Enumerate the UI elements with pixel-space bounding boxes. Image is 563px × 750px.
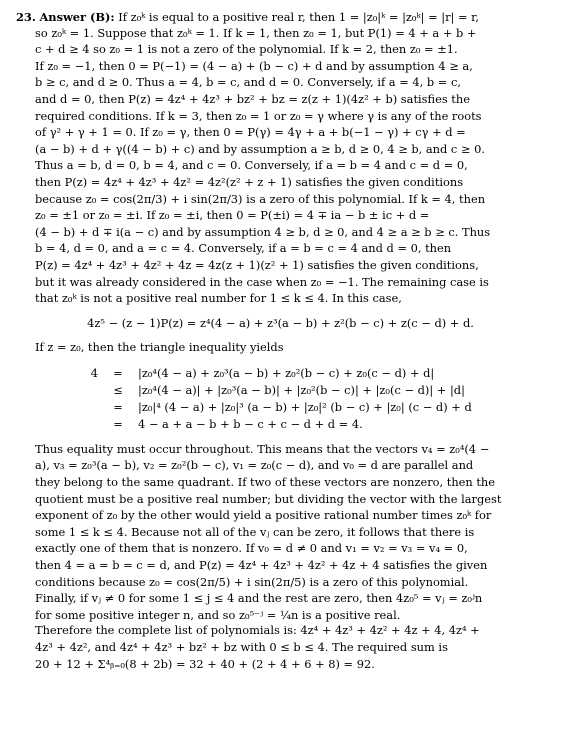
equation-lhs: 4: [90, 365, 98, 380]
text-line: of γ² + γ + 1 = 0. If z₀ = γ, then 0 = P(γ) = 4γ + a + b(−1 − γ) + cγ + d =: [35, 125, 466, 140]
text-line: exponent of z₀ by the other would yield a positive rational number times z₀ᵏ for: [35, 508, 492, 523]
paragraph-equality: [16, 442, 545, 624]
aligned-equation-row: [76, 383, 545, 400]
equation-relation: ≤: [113, 382, 123, 397]
text-line: If z₀ = −1, then 0 = P(−1) = (4 − a) + (b − c) + d and by assumption 4 ≥ a,: [35, 58, 473, 73]
equation-rhs: |z₀⁴(4 − a) + z₀³(a − b) + z₀²(b − c) + z₀(c − d) + d|: [138, 365, 435, 380]
answer-label: Answer (B):: [39, 10, 115, 24]
text-line: b = 4, d = 0, and a = c = 4. Conversely, if a = b = c = 4 and d = 0, then: [35, 241, 452, 256]
text-line: (a − b) + d + γ((4 − b) + c) and by assumption a ≥ b, d ≥ 0, 4 ≥ b, and c ≥ 0.: [35, 141, 485, 156]
equation-relation: =: [113, 365, 123, 380]
paragraph-intro: [16, 10, 545, 307]
text-line: b ≥ c, and d ≥ 0. Thus a = 4, b = c, and d = 0. Conversely, if a = 4, b = c,: [35, 75, 461, 90]
aligned-equation-row: [76, 417, 545, 434]
equation-rhs: |z₀|⁴ (4 − a) + |z₀|³ (a − b) + |z₀|² (b − c) + |z₀| (c − d) + d: [138, 399, 472, 414]
aligned-equation-row: [76, 366, 545, 383]
text-line: a), v₃ = z₀³(a − b), v₂ = z₀²(b − c), v₁ = z₀(c − d), and v₀ = d are parallel and: [35, 458, 474, 473]
aligned-equations: [16, 366, 545, 434]
text-line: Therefore the complete list of polynomials is: 4z⁴ + 4z³ + 4z² + 4z + 4, 4z⁴ +: [35, 623, 480, 638]
text-line: for some positive integer n, and so z₀⁵⁻ʲ = ¼n is a positive real.: [35, 607, 401, 622]
text-line: and d = 0, then P(z) = 4z⁴ + 4z³ + bz² + bz = z(z + 1)(4z² + b) satisfies the: [35, 91, 470, 106]
text-line: P(z) = 4z⁴ + 4z³ + 4z² + 4z = 4z(z + 1)(z² + 1) satisfies the given conditions,: [35, 257, 479, 272]
text-line: conditions because z₀ = cos(2π/5) + i sin(2π/5) is a zero of this polynomial.: [35, 574, 469, 589]
equation-relation: =: [113, 399, 123, 414]
text-line: Thus a = b, d = 0, b = 4, and c = 0. Conversely, if a = b = 4 and c = d = 0,: [35, 158, 468, 173]
text-line: quotient must be a positive real number; but dividing the vector with the largest: [35, 491, 502, 506]
text-line: then 4 = a = b = c = d, and P(z) = 4z⁴ + 4z³ + 4z² + 4z + 4 satisfies the given: [35, 558, 488, 573]
text-line: z₀ = ±1 or z₀ = ±i. If z₀ = ±i, then 0 = P(±i) = 4 ∓ ia − b ± ic + d =: [35, 208, 430, 223]
text-line: 20 + 12 + Σ⁴ᵦ₌₀(8 + 2b) = 32 + 40 + (2 + 4 + 6 + 8) = 92.: [35, 656, 375, 671]
text-line: then P(z) = 4z⁴ + 4z³ + 4z² = 4z²(z² + z + 1) satisfies the given conditions: [35, 174, 464, 189]
text-line: but it was already considered in the case when z₀ = −1. The remaining case is: [35, 274, 489, 289]
text-line: some 1 ≤ k ≤ 4. Because not all of the vⱼ can be zero, it follows that there is: [35, 524, 475, 539]
paragraph-triangle-intro: [16, 340, 545, 356]
text-line: they belong to the same quadrant. If two of these vectors are nonzero, then the: [35, 475, 496, 490]
paragraph-body: [16, 26, 545, 307]
text-line: that z₀ᵏ is not a positive real number for 1 ≤ k ≤ 4. In this case,: [35, 291, 402, 306]
equation-rhs: |z₀⁴(4 − a)| + |z₀³(a − b)| + |z₀²(b − c)| + |z₀(c − d)| + |d|: [138, 382, 465, 397]
text-line: Thus equality must occur throughout. This means that the vectors v₄ = z₀⁴(4 −: [35, 441, 490, 456]
aligned-equation-row: [76, 400, 545, 417]
equation-relation: =: [113, 416, 123, 431]
text-line: exactly one of them that is nonzero. If v₀ = d ≠ 0 and v₁ = v₂ = v₃ = v₄ = 0,: [35, 541, 468, 556]
text-line: so z₀ᵏ = 1. Suppose that z₀ᵏ = 1. If k = 1, then z₀ = 1, but P(1) = 4 + a + b +: [35, 25, 477, 40]
first-line: [16, 10, 545, 26]
text-line: 4z³ + 4z², and 4z⁴ + 4z³ + bz² + bz with 0 ≤ b ≤ 4. The required sum is: [35, 640, 448, 654]
problem-number: 23.: [16, 10, 36, 24]
text-line: If z = z₀, then the triangle inequality yields: [35, 340, 284, 355]
text-line: If z₀ᵏ is equal to a positive real r, then 1 = |z₀|ᵏ = |z₀ᵏ| = |r| = r,: [118, 10, 479, 24]
equation-rhs: 4 − a + a − b + b − c + c − d + d = 4.: [138, 416, 363, 431]
text-line: required conditions. If k = 3, then z₀ = 1 or z₀ = γ where γ is any of the roots: [35, 108, 482, 123]
text-line: Finally, if vⱼ ≠ 0 for some 1 ≤ j ≤ 4 and the rest are zero, then 4z₀⁵ = vⱼ = z₀ʲn: [35, 591, 483, 606]
display-equation: 4z⁵ − (z − 1)P(z) = z⁴(4 − a) + z³(a − b) + z²(b − c) + z(c − d) + d.: [87, 315, 474, 330]
text-line: c + d ≥ 4 so z₀ = 1 is not a zero of the polynomial. If k = 2, then z₀ = ±1.: [35, 42, 458, 57]
paragraph-conclusion: [16, 623, 545, 672]
text-line: because z₀ = cos(2π/3) + i sin(2π/3) is a zero of this polynomial. If k = 4, then: [35, 191, 486, 206]
text-line: (4 − b) + d ∓ i(a − c) and by assumption 4 ≥ b, d ≥ 0, and 4 ≥ a ≥ b ≥ c. Thus: [35, 224, 491, 239]
